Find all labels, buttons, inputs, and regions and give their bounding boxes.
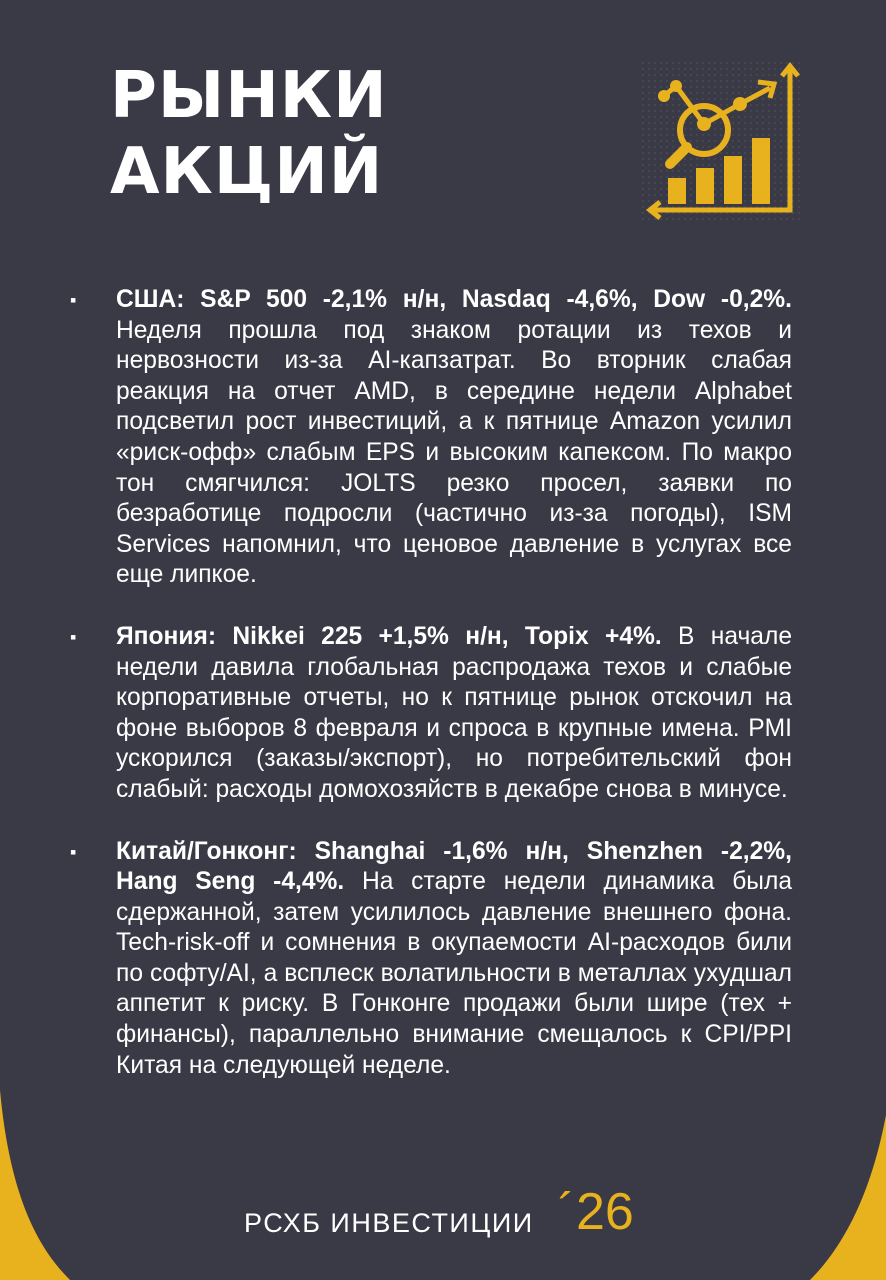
bullet-icon: ▪ [70, 841, 77, 862]
item-text: В начале недели давила глобальная распродажа техов и слабые корпоративные отчеты, но к пятнице рынок отскочил на фоне выборов 8 февраля и спроса в крупные имена. PMI ускорился (заказы/экспорт), но потребительский фон слабый: расходы домохозяйств в декабре снова в минусе. [116, 622, 792, 803]
item-lead: Япония: Nikkei 225 +1,5% н/н, Topix +4%. [116, 622, 662, 650]
analytics-chart-icon [640, 60, 800, 220]
footer-year: 26 [576, 1183, 634, 1241]
page-title [110, 58, 388, 210]
list-item-china-hongkong [70, 837, 792, 1082]
bullet-icon: ▪ [70, 290, 77, 310]
footer-brand: РСХБ ИНВЕСТИЦИИ [244, 1208, 534, 1238]
list-item-usa [70, 285, 792, 591]
footer [0, 1180, 886, 1250]
title-line-2: АКЦИЙ [110, 135, 384, 209]
bullet-icon: ▪ [70, 626, 77, 647]
item-lead: Китай/Гонконг: Shanghai -1,6% н/н, Shenzhen -2,2%, Hang Seng -4,4%. [116, 837, 792, 896]
item-text: На старте недели динамика была сдержанной, затем усилилось давление внешнего фона. Tech-risk-off и сомнения в окупаемости AI-расходов били по софту/AI, а всплеск волатильности в металлах ухудшал аппетит к риску. В Гонконге продажи были шире (тех + финансы), параллельно внимание смещалось к CPI/PPI Китая на следующей неделе. [116, 868, 793, 1079]
title-line-1: РЫНКИ [110, 59, 388, 133]
list-item-japan [70, 622, 792, 806]
item-text: Неделя прошла под знаком ротации из техов и нервозности из-за AI-капзатрат. Во вторник слабая реакция на отчет AMD, в середине недели Alphabet подсветил рост инвестиций, а к пятнице Amazon усилил «риск-офф» слабым EPS и высоким капексом. По макро тон смягчился: JOLTS резко просел, заявки по безработице подросли (частично из-за погоды), ISM Services напомнил, что ценовое давление в услугах все еще липкое. [116, 316, 792, 589]
item-lead: США: S&P 500 -2,1% н/н, Nasdaq -4,6%, Dow -0,2%. [116, 286, 792, 313]
market-summary-list [70, 285, 792, 1112]
footer-mark: ´ [558, 1183, 575, 1239]
